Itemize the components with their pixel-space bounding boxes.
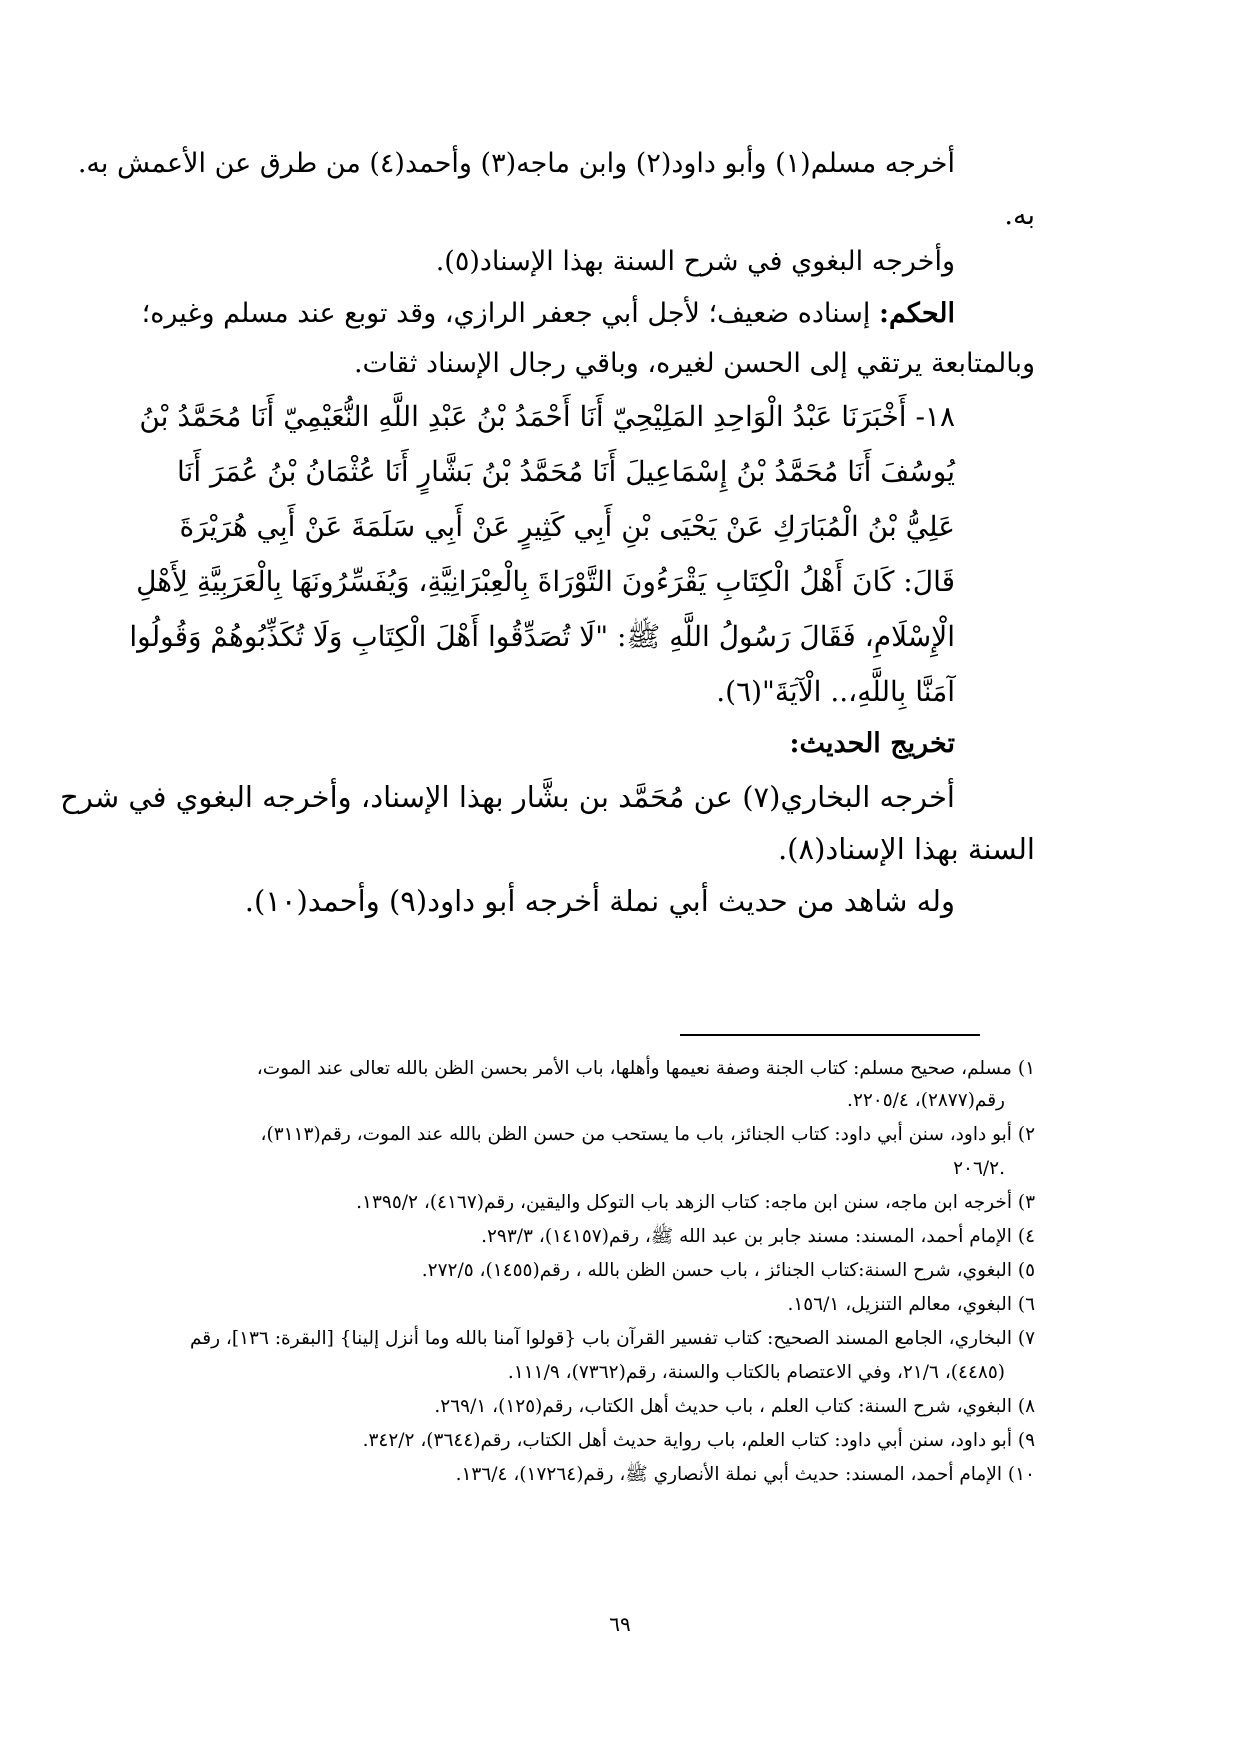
hadith-line: يُوسُفَ أَنَا مُحَمَّدُ بْنُ إِسْمَاعِيلَ أَنَا مُحَمَّدُ بْنُ بَشَّارٍ أَنَا عُثْمَانُ بْنُ عُمَرَ أَنَا xyxy=(177,455,955,488)
hadith-line: آمَنَّا بِاللَّهِ،.. الْآيَةَ"(٦). xyxy=(716,675,955,708)
body-line: به. xyxy=(1004,200,1035,231)
footnote: ١٠) الإمام أحمد، المسند: حديث أبي نملة الأنصاري ﷺ، رقم(١٧٢٦٤)، ١٣٦/٤. xyxy=(455,1464,1035,1485)
footnote: ٨) البغوي، شرح السنة: كتاب العلم ، باب حديث أهل الكتاب، رقم(١٢٥)، ٢٦٩/١. xyxy=(434,1396,1035,1417)
hadith-line: الْإِسْلَامِ، فَقَالَ رَسُولُ اللَّهِ ﷺ: "لَا تُصَدِّقُوا أَهْلَ الْكِتَابِ وَلَا تُكَذِّبُوهُمْ وَقُولُوا xyxy=(129,620,955,653)
hukm-line xyxy=(142,298,955,330)
footnote: ٩) أبو داود، سنن أبي داود: كتاب العلم، باب رواية حديث أهل الكتاب، رقم(٣٦٤٤)، ٣٤٢/٢. xyxy=(362,1430,1035,1451)
footnote: ٦) البغوي، معالم التنزيل، ١٥٦/١. xyxy=(787,1294,1035,1315)
footnote: (٤٤٨٥)، ٢١/٦، وفي الاعتصام بالكتاب والسنة، رقم(٧٣٦٢)، ١١١/٩. xyxy=(507,1362,1005,1383)
footnote: ٥) البغوي، شرح السنة:كتاب الجنائز ، باب حسن الظن بالله ، رقم(١٤٥٥)، ٢٧٢/٥. xyxy=(421,1260,1035,1281)
footnote: ٢٠٦/٢. xyxy=(953,1158,1005,1179)
hadith-line: قَالَ: كَانَ أَهْلُ الْكِتَابِ يَقْرَءُونَ التَّوْرَاةَ بِالْعِبْرَانِيَّةِ، وَيُفَسِّرُونَهَا بِالْعَرَبِيَّةِ لِأَهْلِ xyxy=(136,565,955,598)
body-line: أخرجه مسلم(١) وأبو داود(٢) وابن ماجه(٣) وأحمد(٤) من طرق عن الأعمش به. xyxy=(77,148,955,179)
footnote: ٧) البخاري، الجامع المسند الصحيح: كتاب تفسير القرآن باب {قولوا آمنا بالله وما أنزل إلينا} [البقرة: ١٣٦]، رقم xyxy=(189,1328,1035,1349)
section-heading: تخريج الحديث: xyxy=(789,728,955,759)
body-line: أخرجه البخاري(٧) عن مُحَمَّد بن بشَّار بهذا الإسناد، وأخرجه البغوي في شرح xyxy=(60,780,955,814)
footnote: ٤) الإمام أحمد، المسند: مسند جابر بن عبد الله ﷺ، رقم(١٤١٥٧)، ٢٩٣/٣. xyxy=(481,1226,1035,1247)
hukm-text: إسناده ضعيف؛ لأجل أبي جعفر الرازي، وقد توبع عند مسلم وغيره؛ xyxy=(141,298,871,329)
footnote: ٣) أخرجه ابن ماجه، سنن ابن ماجه: كتاب الزهد باب التوكل واليقين، رقم(٤١٦٧)، ١٣٩٥/٢. xyxy=(356,1192,1035,1213)
footnote: ٢) أبو داود، سنن أبي داود: كتاب الجنائز، باب ما يستحب من حسن الظن بالله عند الموت، رقم(٣١١٣)، xyxy=(260,1124,1035,1145)
footnote: رقم(٢٨٧٧)، ٢٢٠٥/٤. xyxy=(847,1090,1005,1111)
body-line: وأخرجه البغوي في شرح السنة بهذا الإسناد(٥). xyxy=(435,246,955,277)
page-number: ٦٩ xyxy=(609,1612,631,1636)
body-line: السنة بهذا الإسناد(٨). xyxy=(777,832,1035,866)
footnote: ١) مسلم، صحيح مسلم: كتاب الجنة وصفة نعيمها وأهلها، باب الأمر بحسن الظن بالله تعالى عند الموت، xyxy=(256,1058,1035,1079)
hadith-line: ١٨- أَخْبَرَنَا عَبْدُ الْوَاحِدِ المَلِيْحِيّ أَنَا أَحْمَدُ بْنُ عَبْدِ اللَّهِ النُّعَيْمِيّ أَنَا مُحَمَّدُ بْنُ xyxy=(139,400,955,433)
hadith-line: عَلِيُّ بْنُ الْمُبَارَكِ عَنْ يَحْيَى بْنِ أَبِي كَثِيرٍ عَنْ أَبِي سَلَمَةَ عَنْ أَبِي هُرَيْرَةَ xyxy=(179,510,955,543)
body-line: وبالمتابعة يرتقي إلى الحسن لغيره، وباقي رجال الإسناد ثقات. xyxy=(353,348,1035,379)
hukm-label: الحكم: xyxy=(878,298,955,329)
footnote-separator xyxy=(680,1034,980,1036)
body-line: وله شاهد من حديث أبي نملة أخرجه أبو داود(٩) وأحمد(١٠). xyxy=(244,884,955,918)
